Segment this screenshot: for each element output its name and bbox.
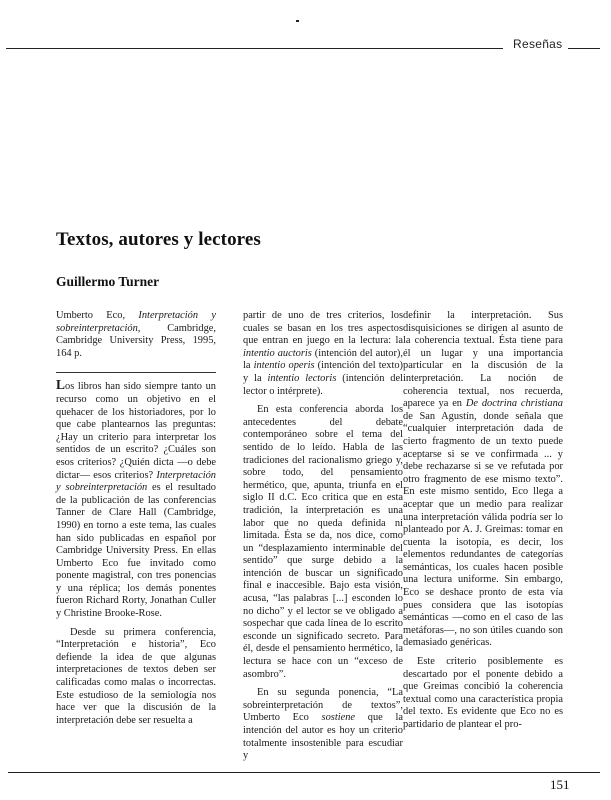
paragraph [243,687,403,763]
book-title-italic: Interpretación y sobreinterpretación [56,469,216,494]
reference-author: Umberto Eco, [56,310,139,321]
header-rule-right [568,48,600,49]
page-number: 151 [550,777,570,792]
article-author: Guillermo Turner [56,274,160,289]
text-column-2 [243,310,403,769]
paragraph: Desde su primera conferencia, “Interpretación e historia”, Eco defiende la idea de que algunas interpretaciones de textos deben ser calificadas como malas o incorrectas. Este estudioso de la semiología nos hace ver que la discusión de la interpretación debe ser resuelta a [56,626,216,726]
term-italic: sostiene [321,712,356,724]
paragraph-text: (intención del lector o intérprete). [243,372,404,397]
paragraph: En esta conferencia aborda los antecedentes del debate contemporáneo sobre el tema del sentido de lo leído. Habla de las tradiciones del racionalismo griego y, sobre todo, del pensamiento hermético, que, apunta, triunfa en el siglo II d.C. Eco critica que en esta tradición, la interpretación es una labor que no queda definida ni limitada. Ésta se da, nos dice, como un “desplazamiento interminable del sentido” que surge debido a la intención de buscar un significado final e inaccesible. Bajo esta visión, acusa, “las palabras [...] esconden lo no dicho” y el lector se ve obligado a sospechar que cada línea de lo escrito esconde un significado secreto. Para él, desde el pensamiento hermético, la lectura se hace con un “exceso de asombro”. [243,404,403,680]
paragraph-text: os libros han sido siempre tanto un recurso como un objetivo en el quehacer de los historiadores, por lo que cabe plantearnos las preguntas: ¿Hay un criterio para interpretar los sentidos de un escrito? ¿Cuáles son esos criterios? ¿Quién dicta —o debe dictar— esos criterios? [56,381,216,481]
paragraph-text: partir de uno de tres criterios, los cuales se basan en los tres aspectos que entran en juego en la lectura: la [243,310,403,347]
paragraph-text: es el resultado de la publicación de las conferencias Tanner de Clare Hall (Cambridge, 1990) en torno a este tema, las cuales han sido publicadas en español por Cambridge University Press. En ellas Umberto Eco fue invitado como ponente magistral, con tres ponencias y una réplica; los demás ponentes fueron Richard Rorty, Jonathan Culler y Christine Brooke-Rose. [56,482,216,620]
section-label: Reseñas [513,37,563,51]
paragraph-text: En su segunda ponencia, “La sobreinterpretación de textos”, Umberto Eco [243,687,403,724]
paragraph-text: (intención del texto) y la [243,360,403,384]
paragraph [403,310,563,650]
article-title: Textos, autores y lectores [56,229,261,250]
paragraph-text: (intención del autor), la [243,347,403,372]
reference-divider [56,372,216,373]
text-column-3 [403,310,563,738]
reference-publication: , Cambridge, Cambridge University Press, 1995, 164 p. [56,322,216,359]
paragraph: Este criterio posiblemente es descartado por el ponente debido a que Greimas concibió la coherencia textual como una característica propia del texto. Es evidente que Eco no es partidario de plantear el pro- [403,656,563,730]
text-column-1 [56,310,216,733]
term-italic: intentio operis [253,360,315,372]
header-rule-left [6,48,503,49]
term-italic: intentio lectoris [267,372,337,384]
term-italic: intentio auctoris [243,347,312,359]
paragraph-text: que la intención del autor es hoy un criterio totalmente insostenible para escudiar y [243,712,403,762]
footer-rule [8,772,600,773]
book-reference [56,310,216,360]
paragraph-text: de San Agustín, donde señala que “cualquier interpretación dada de cierto fragmento de un texto puede aceptarse si se ve confirmada ... y debe rechazarse si se ve refutada por otro fragmento de ese mismo texto”. En este mismo sentido, Eco llega a aceptar que un medio para realizar una interpretación válida podría ser lo planteado por A. J. Greimas: tomar en cuenta la isotopía, es decir, los elementos redundantes de categorías semánticas, los cuales hacen posible una lectura uniforme. Sin embargo, Eco se deshace pronto de esta vía pues considera que las isotopías semánticas —como en el caso de las metáforas—, no son útiles cuando son demasiado genéricas. [403,410,563,649]
reference-title: Interpretación y sobreinterpretación [56,310,217,334]
speck-mark [296,20,299,22]
paragraph [243,310,403,398]
paragraph [56,379,216,620]
paragraph-text: definir la interpretación. Sus disquisiciones se dirigen al asunto de la coherencia textual. Ésta tiene para él un lugar y una importancia particular en la discusión de la interpretación. La noción de coherencia textual, nos recuerda, aparece ya en [403,310,563,410]
book-title-italic: De doctrina christiana [465,398,564,410]
drop-cap: L [56,377,66,393]
